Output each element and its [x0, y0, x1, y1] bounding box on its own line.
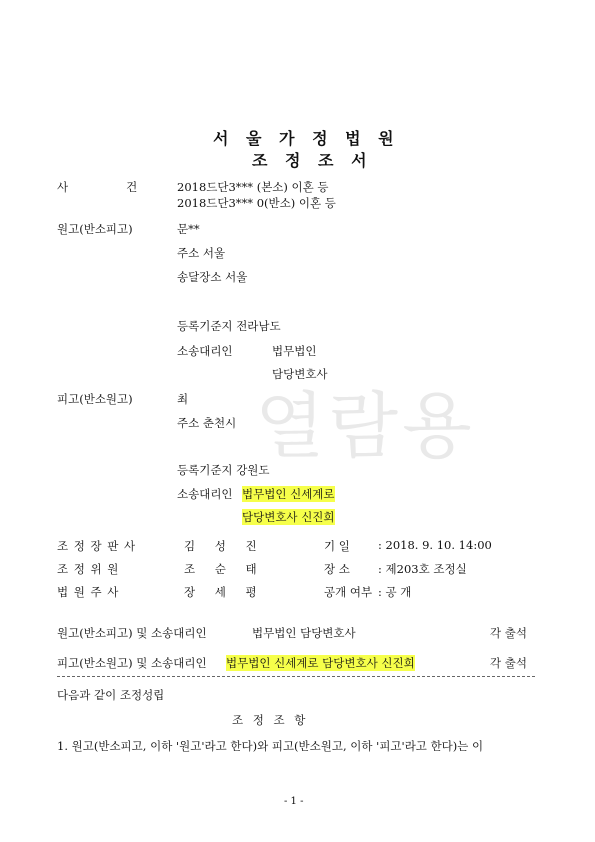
session-public-value: : 공 개 — [378, 585, 412, 599]
defendant-registry: 등록기준지 강원도 — [177, 463, 270, 477]
attendance-plaintiff-agent: 법무법인 담당변호사 — [252, 626, 356, 640]
plaintiff-address: 주소 서울 — [177, 246, 226, 260]
plaintiff-agent-lawyer: 담당변호사 — [272, 367, 328, 381]
defendant-label: 피고(반소원고) — [57, 392, 133, 406]
plaintiff-name: 문** — [177, 222, 200, 236]
page-number: - 1 - — [284, 796, 304, 807]
defendant-agent-label: 소송대리인 — [177, 487, 233, 501]
judge-role: 조 정 장 판 사 — [57, 539, 137, 553]
attendance-defendant: 피고(반소원고) 및 소송대리인 — [57, 656, 207, 670]
plaintiff-service-address: 송달장소 서울 — [177, 270, 248, 284]
document-title: 조 정 조 서 — [252, 151, 373, 170]
session-place-label: 장 소 — [324, 562, 350, 576]
watermark-stamp: 열람용 — [255, 384, 476, 468]
plaintiff-agent-label: 소송대리인 — [177, 344, 233, 358]
defendant-name: 최 — [177, 392, 189, 406]
case-label: 사 건 — [57, 180, 138, 194]
plaintiff-label: 원고(반소피고) — [57, 222, 133, 236]
court-name: 서 울 가 정 법 원 — [213, 129, 400, 148]
member-name: 조 순 태 — [184, 562, 265, 576]
session-date-label: 기 일 — [324, 539, 350, 553]
member-role: 조 정 위 원 — [57, 562, 120, 576]
case-number-counter: 2018드단3*** 0(반소) 이혼 등 — [177, 196, 336, 210]
defendant-address: 주소 춘천시 — [177, 416, 237, 430]
attendance-defendant-agent: 법무법인 신세계로 담당변호사 신진희 — [226, 656, 415, 670]
attendance-plaintiff-status: 각 출석 — [490, 626, 527, 640]
mediation-intro: 다음과 같이 조정성립 — [57, 688, 165, 702]
session-public-label: 공개 여부 — [324, 585, 373, 599]
judge-name: 김 성 진 — [184, 539, 265, 553]
defendant-agent-firm: 법무법인 신세계로 — [242, 487, 335, 501]
clause-item-1: 1. 원고(반소피고, 이하 '원고'라고 한다)와 피고(반소원고, 이하 '피고'라고 한다)는 이 — [57, 739, 484, 753]
session-date-value: : 2018. 9. 10. 14:00 — [378, 538, 492, 552]
defendant-agent-lawyer: 담당변호사 신진희 — [242, 510, 335, 524]
section-divider — [57, 676, 535, 677]
session-place-value: : 제203호 조정실 — [378, 562, 467, 576]
plaintiff-agent-firm: 법무법인 — [272, 344, 317, 358]
attendance-plaintiff: 원고(반소피고) 및 소송대리인 — [57, 626, 207, 640]
plaintiff-registry: 등록기준지 전라남도 — [177, 319, 281, 333]
section-title: 조 정 조 항 — [232, 713, 309, 727]
clerk-name: 장 세 평 — [184, 585, 265, 599]
clerk-role: 법 원 주 사 — [57, 585, 120, 599]
case-number-main: 2018드단3*** (본소) 이혼 등 — [177, 180, 329, 194]
attendance-defendant-status: 각 출석 — [490, 656, 527, 670]
